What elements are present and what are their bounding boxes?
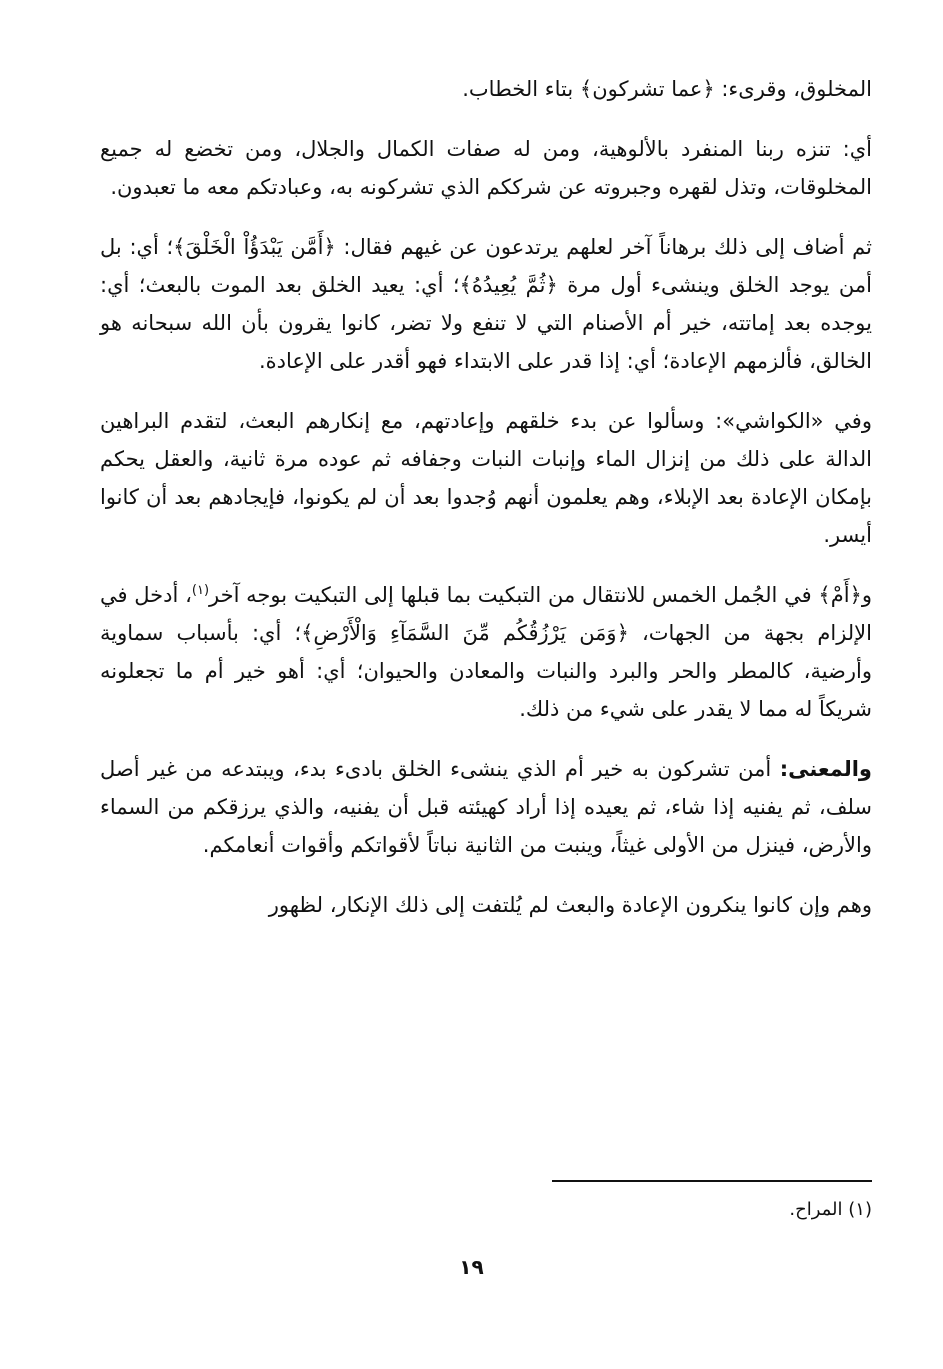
paragraph-gap	[100, 380, 872, 402]
paragraph-gap	[100, 728, 872, 750]
paragraph-6-lead: والمعنى:	[779, 757, 872, 781]
paragraph-5	[100, 576, 872, 728]
paragraph-gap	[100, 206, 872, 228]
paragraph-5-text-a: و﴿أَمْ﴾ في الجُمل الخمس للانتقال من التبكيت بما قبلها إلى التبكيت بوجه آخر	[209, 583, 872, 607]
page-number: ١٩	[459, 1255, 484, 1279]
footnote: (١) المراح.	[789, 1199, 872, 1220]
footnote-divider	[552, 1180, 872, 1182]
footnote-marker[interactable]: (١)	[191, 583, 210, 598]
page-body	[100, 70, 872, 924]
paragraph-gap	[100, 108, 872, 130]
paragraph-2: أي: تنزه ربنا المنفرد بالألوهية، ومن له صفات الكمال والجلال، ومن تخضع له جميع المخلوقات، وتذل لقهره وجبروته عن شرككم الذي تشركونه به، وعبادتكم معه ما تعبدون.	[100, 137, 872, 199]
paragraph-6	[100, 750, 872, 864]
paragraph-4: وفي «الكواشي»: وسألوا عن بدء خلقهم وإعادتهم، مع إنكارهم البعث، لتقدم البراهين الدالة على ذلك من إنزال الماء وإنبات النبات وجفافه ثم عوده مرة ثانية، والعقل يحكم بإمكان الإعادة بعد الإبلاء، وهم يعلمون أنهم وُجدوا بعد أن لم يكونوا، فإيجادهم بعد أن كانوا أيسر.	[100, 409, 872, 547]
paragraph-5-text-b: ، أدخل في الإلزام بجهة من الجهات، ﴿وَمَن يَرْزُقُكُم مِّنَ السَّمَآءِ وَالْأَرْضِ﴾؛ أي: بأسباب سماوية وأرضية، كالمطر والحر والبرد والنبات والمعادن والحيوان؛ أي: أهو خير أم ما تجعلونه شريكاً له مما لا يقدر على شيء من ذلك.	[100, 583, 872, 721]
paragraph-1: المخلوق، وقرىء: ﴿عما تشركون﴾ بتاء الخطاب.	[462, 77, 872, 101]
paragraph-6-text: أمن تشركون به خير أم الذي ينشىء الخلق بادىء بدء، ويبتدعه من غير أصل سلف، ثم يفنيه إذا شاء، ثم يعيده إذا أراد كهيئته قبل أن يفنيه، والذي يرزقكم من السماء والأرض، فينزل من الأولى غيثاً، وينبت من الثانية نباتاً لأقواتكم وأقوات أنعامكم.	[100, 757, 872, 857]
paragraph-7: وهم وإن كانوا ينكرون الإعادة والبعث لم يُلتفت إلى ذلك الإنكار، لظهور	[268, 893, 872, 917]
paragraph-gap	[100, 864, 872, 886]
paragraph-gap	[100, 554, 872, 576]
paragraph-3: ثم أضاف إلى ذلك برهاناً آخر لعلهم يرتدعون عن غيهم فقال: ﴿أَمَّن يَبْدَؤُاْ الْخَلْقَ﴾؛ أي: بل أمن يوجد الخلق وينشىء أول مرة ﴿ثُمَّ يُعِيدُهُ﴾؛ أي: يعيد الخلق بعد الموت بالبعث؛ أي: يوجده بعد إماتته، خير أم الأصنام التي لا تنفع ولا تضر، كانوا يقرون بأن الله سبحانه هو الخالق، فألزمهم الإعادة؛ أي: إذا قدر على الابتداء فهو أقدر على الإعادة.	[100, 235, 872, 373]
